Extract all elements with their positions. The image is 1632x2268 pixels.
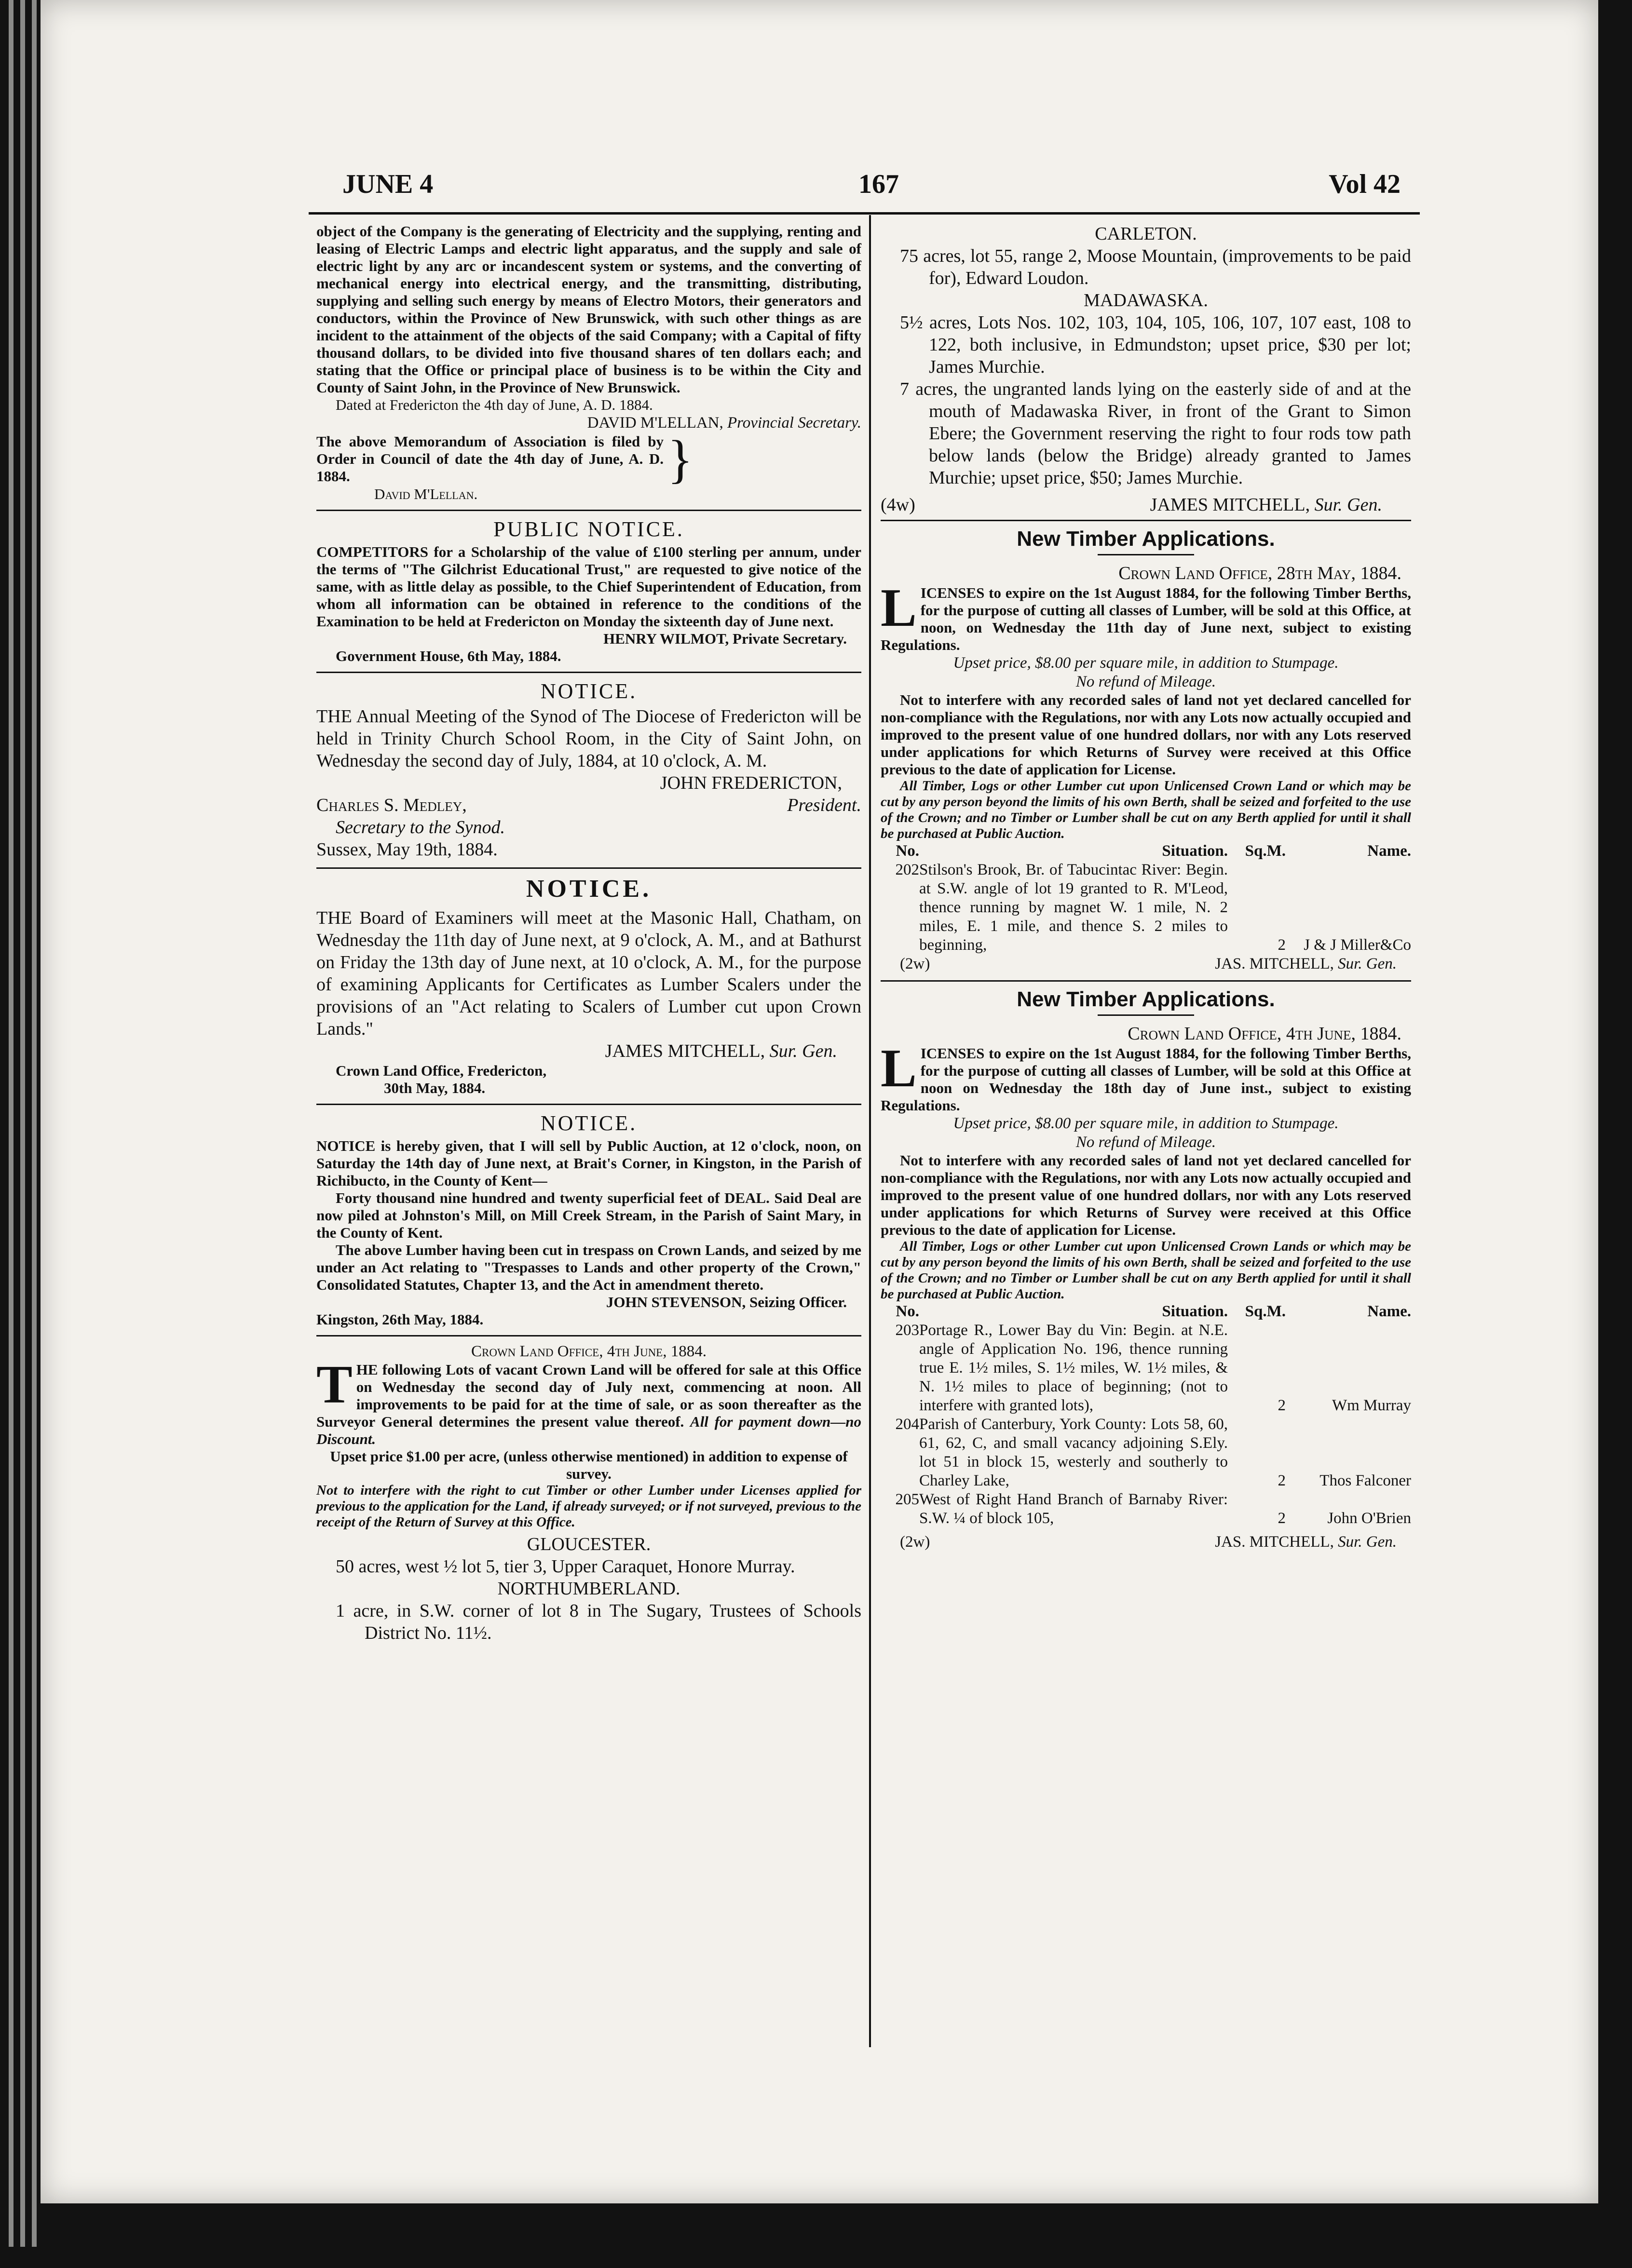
table-row: 204 Parish of Canterbury, York County: Lots 58, 60, 61, 62, C, and small vacancy adjoining S.Ely. lot 51 in block 15, westerly and southerly to Charley Lake, 2 Thos Falconer xyxy=(895,1416,1411,1489)
memo-text: The above Memorandum of Association is filed by Order in Council of date the 4th day of June, A. D. 1884. xyxy=(316,433,664,485)
divider xyxy=(881,980,1411,982)
board-signer: JAMES MITCHELL, Sur. Gen. xyxy=(605,1041,837,1061)
synod-secretary: Charles S. Medley, xyxy=(316,795,467,815)
header-date: JUNE 4 xyxy=(342,169,434,199)
drop-cap: L xyxy=(881,578,917,638)
crown-lots-continued xyxy=(881,223,1411,516)
auction-text-1: NOTICE is hereby given, that I will sell by Public Auction, at 12 o'clock, noon, on Saturday the 14th day of June next, at Brait's Corner, in Kingston, in the Parish of Richibucto, in the County of Kent— xyxy=(316,1137,861,1189)
timber-2-title: New Timber Applications. xyxy=(1017,987,1275,1011)
lot-madawaska-1: 5½ acres, Lots Nos. 102, 103, 104, 105, 106, 107, 107 east, 108 to 122, both inclusive, in Edmundston; upset price, $30 per lot; James Murchie. xyxy=(900,312,1411,377)
header-rule xyxy=(309,212,1420,215)
timber-2-upset: Upset price, $8.00 per square mile, in addition to Stumpage. xyxy=(953,1115,1339,1132)
column-divider xyxy=(869,215,871,2047)
memo-signer: David M'Lellan. xyxy=(374,486,478,502)
lots-signature: (4w) JAMES MITCHELL, Sur. Gen. xyxy=(881,495,1382,515)
left-column xyxy=(316,223,861,1644)
timber-1-title: New Timber Applications. xyxy=(1017,527,1275,551)
table-row: 202 Stilson's Brook, Br. of Tabucintac River: Begin. at S.W. angle of lot 19 granted to R. M'Leod, thence running by magnet W. 1 mile, N. 2 miles, E. 1 mile, and thence S. 2 miles to beginning, 2 J & J Miller&Co xyxy=(895,861,1411,954)
auction-notice-title: NOTICE. xyxy=(540,1111,638,1135)
brace-symbol: } xyxy=(667,430,693,488)
timber-2-caution: All Timber, Logs or other Lumber cut upon Unlicensed Crown Lands or which may be cut by any person beyond the limits of his own Berth, shall be seized and forfeited to the use of the Crown; and no Timber or Lumber shall be cut on any Berth applied for until it shall be purchased at Public Auction. xyxy=(881,1239,1411,1302)
divider xyxy=(316,672,861,673)
county-carleton: CARLETON. xyxy=(1095,224,1197,244)
county-northumberland: NORTHUMBERLAND. xyxy=(497,1579,680,1599)
public-notice-text: COMPETITORS for a Scholarship of the value of £100 sterling per annum, under the terms of "The Gilchrist Educational Trust," are requested to give notice of the same, with as little delay as possible, to the Chief Superintendent of Education, from whom all information can be obtained in reference to the conditions of the Examination to be held at Fredericton on Monday the sixteenth day of June next. xyxy=(316,543,861,630)
divider xyxy=(316,1335,861,1336)
short-rule xyxy=(1098,554,1194,555)
divider xyxy=(316,867,861,869)
company-text: object of the Company is the generating of Electricity and the supplying, renting and leasing of Electric Lamps and electric light apparatus, and the supply and sale of electric light by any arc or incandescent system or systems, and the converting of mechanical energy into electrical energy, and the transmitting, distributing, supplying and selling such energy by means of Electro Motors, their generators and conductors, within the Province of New Brunswick, with such other things as are incident to the attainment of the objects of the said Company; with a Capital of fifty thousand dollars, to be divided into five thousand shares of ten dollars each; and stating that the Office or principal place of business is to be within the City and County of Saint John, in the Province of New Brunswick. xyxy=(316,223,861,396)
page-edge xyxy=(9,0,14,2247)
lot-carleton: 75 acres, lot 55, range 2, Moose Mountain, (improvements to be paid for), Edward Loudon. xyxy=(900,246,1411,288)
page-edge xyxy=(32,0,37,2247)
memo-filed xyxy=(316,432,861,486)
board-notice-text: THE Board of Examiners will meet at the Masonic Hall, Chatham, on Wednesday the 11th day of June next, at 9 o'clock, A. M., and at Bathurst on Friday the 13th day of June next, at 10 o'clock, A. M., for the purpose of examining Applicants for Certificates as Lumber Scalers under the provisions of an "Act relating to Scalers of Lumber cut upon Crown Lands." xyxy=(316,908,861,1039)
public-notice-title: PUBLIC NOTICE. xyxy=(493,517,684,541)
timber-1-refund: No refund of Mileage. xyxy=(1075,673,1216,690)
table-row: 203 Portage R., Lower Bay du Vin: Begin. at N.E. angle of Application No. 196, thence running true E. 1½ miles, S. 1½ miles, W. 1½ miles, & N. 1½ miles to place of beginning; (not to interfere with granted lots), 2 Wm Murray xyxy=(895,1322,1411,1414)
timber-applications-2 xyxy=(881,987,1411,1552)
table-header: No. Situation. Sq.M. Name. xyxy=(896,1303,1411,1320)
auction-place: Kingston, 26th May, 1884. xyxy=(316,1311,484,1328)
timber-2-office: Crown Land Office, 4th June, 1884. xyxy=(1128,1024,1401,1044)
page-header xyxy=(309,169,1420,202)
board-place-1: Crown Land Office, Fredericton, xyxy=(336,1062,547,1079)
auction-notice xyxy=(316,1111,861,1328)
timber-2-text: LICENSES to expire on the 1st August 1884, for the following Timber Berths, for the purpose of cutting all classes of Lumber, will be sold at this Office at noon on Wednesday the 18th day of June inst., subject to existing Regulations. xyxy=(881,1039,1411,1114)
table-header: No. Situation. Sq.M. Name. xyxy=(896,842,1411,860)
synod-notice-title: NOTICE. xyxy=(540,679,638,703)
board-notice-title: NOTICE. xyxy=(526,875,652,903)
table-row: 205 West of Right Hand Branch of Barnaby River: S.W. ¼ of block 105, 2 John O'Brien xyxy=(895,1491,1411,1527)
crown-sale-caution: Not to interfere with the right to cut Timber or other Lumber under Licenses applied for previous to the application for the Land, if already surveyed; or if not surveyed, previous to the receipt of the Return of Survey at this Office. xyxy=(316,1483,861,1530)
synod-officers xyxy=(316,794,861,816)
synod-secretary-title: Secretary to the Synod. xyxy=(336,817,505,837)
divider xyxy=(316,510,861,511)
county-gloucester: GLOUCESTER. xyxy=(527,1534,651,1554)
public-notice-place: Government House, 6th May, 1884. xyxy=(336,648,561,664)
crown-sale-upset: Upset price $1.00 per acre, (unless otherwise mentioned) in addition to expense of survey. xyxy=(330,1448,848,1482)
lot-madawaska-2: 7 acres, the ungranted lands lying on the easterly side of and at the mouth of Madawaska River, in front of the Grant to Simon Ebere; the Government reserving the right to four rods tow path below lands (below the Bridge) already granted to James Murchie; upset price, $50; James Murchie. xyxy=(900,379,1411,488)
board-notice xyxy=(316,875,861,1097)
drop-cap: T xyxy=(316,1355,353,1415)
lot-gloucester: 50 acres, west ½ lot 5, tier 3, Upper Caraquet, Honore Murray. xyxy=(336,1556,795,1577)
crown-land-sale xyxy=(316,1342,861,1644)
auction-signer: JOHN STEVENSON, Seizing Officer. xyxy=(606,1294,847,1310)
short-rule xyxy=(1098,1014,1194,1016)
synod-signer: JOHN FREDERICTON, xyxy=(660,773,842,793)
page-edge xyxy=(20,0,25,2247)
timber-2-notinterfere: Not to interfere with any recorded sales of land not yet declared cancelled for non-compliance with the Regulations, nor with any Lots now actually occupied and improved to the present value of one hundred dollars, nor with any Lots reserved under applications for which Returns of Survey were received at this Office previous to the date of application for License. xyxy=(881,1152,1411,1238)
lot-northumberland: 1 acre, in S.W. corner of lot 8 in The Sugary, Trustees of Schools District No. 11½. xyxy=(336,1601,861,1643)
timber-1-caution: All Timber, Logs or other Lumber cut upon Unlicensed Crown Land or which may be cut by any person beyond the limits of his own Berth, shall be seized and forfeited to the use of the Crown; and no Timber or Lumber shall be cut on any Berth applied for until it shall be purchased at Public Auction. xyxy=(881,778,1411,841)
timber-1-text: LICENSES to expire on the 1st August 1884, for the following Timber Berths, for the purpose of cutting all classes of Lumber, will be sold at this Office, at noon, on Wednesday the 11th day of June next, subject to existing Regulations. xyxy=(881,578,1411,653)
timber-2-table xyxy=(881,1302,1411,1528)
divider xyxy=(881,520,1411,521)
drop-cap: L xyxy=(881,1039,917,1098)
insertion-code: (4w) xyxy=(881,495,915,515)
public-notice-signer: HENRY WILMOT, Private Secretary. xyxy=(603,630,847,647)
synod-notice-text: THE Annual Meeting of the Synod of The Diocese of Fredericton will be held in Trinity Church School Room, in the City of Saint John, on Wednesday the second day of July, 1884, at 10 o'clock, A. M. xyxy=(316,706,861,771)
timber-applications-1 xyxy=(881,527,1411,973)
crown-sale-title: Crown Land Office, 4th June, 1884. xyxy=(471,1343,707,1360)
auction-text-3: The above Lumber having been cut in trespass on Crown Lands, and seized by me under an Act relating to "Trespasses to Lands and other property of the Crown," Consolidated Statutes, Chapter 13, and the Act in amendment thereto. xyxy=(316,1242,861,1293)
company-signature: DAVID M'LELLAN, Provincial Secretary. xyxy=(587,414,861,432)
timber-2-signature: (2w) JAS. MITCHELL, Sur. Gen. xyxy=(900,1533,1397,1551)
timber-1-signature: (2w) JAS. MITCHELL, Sur. Gen. xyxy=(900,955,1397,972)
public-notice xyxy=(316,517,861,665)
timber-1-notinterfere: Not to interfere with any recorded sales of land not yet declared cancelled for non-compliance with the Regulations, nor with any Lots now actually occupied and improved to the present value of one hundred dollars, nor with any Lots reserved under applications for which Returns of Survey were received at this Office previous to the date of application for License. xyxy=(881,691,1411,778)
crown-sale-text: THE following Lots of vacant Crown Land will be offered for sale at this Office on Wednesday the second day of July next, commencing at noon. All improvements to be paid for at the time of sale, or as soon thereafter as the Surveyor General determines the present value thereof. All for payment down—no Discount. xyxy=(316,1355,862,1447)
timber-1-table xyxy=(881,842,1411,955)
timber-2-refund: No refund of Mileage. xyxy=(1075,1134,1216,1151)
header-volume: Vol 42 xyxy=(1329,169,1401,199)
synod-president-title: President. xyxy=(787,795,861,815)
timber-1-upset: Upset price, $8.00 per square mile, in addition to Stumpage. xyxy=(953,654,1339,672)
divider xyxy=(316,1104,861,1105)
county-madawaska: MADAWASKA. xyxy=(1084,290,1208,310)
company-memorandum xyxy=(316,223,861,503)
auction-text-2: Forty thousand nine hundred and twenty superficial feet of DEAL. Said Deal are now piled at Johnston's Mill, on Mill Creek Stream, in the Parish of Saint Mary, in the County of Kent. xyxy=(316,1189,861,1241)
header-page-number: 167 xyxy=(858,169,899,199)
board-place-2: 30th May, 1884. xyxy=(384,1080,486,1096)
timber-1-office: Crown Land Office, 28th May, 1884. xyxy=(1118,563,1401,583)
synod-place: Sussex, May 19th, 1884. xyxy=(316,839,498,860)
company-dated: Dated at Fredericton the 4th day of June, A. D. 1884. xyxy=(336,396,653,413)
right-column xyxy=(881,223,1411,1552)
synod-notice xyxy=(316,679,861,861)
